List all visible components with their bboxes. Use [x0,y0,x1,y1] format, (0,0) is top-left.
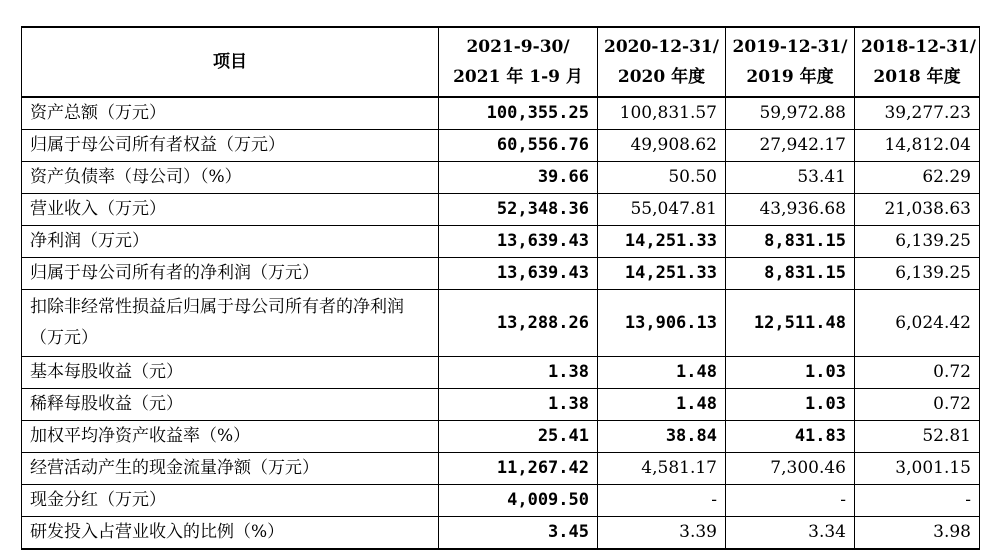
row-label: 研发投入占营业收入的比例（%） [22,517,439,550]
row-label: 基本每股收益（元） [22,357,439,389]
cell-value: 53.41 [726,162,855,194]
cell-value: 59,972.88 [726,97,855,130]
cell-value: 41.83 [726,421,855,453]
table-header-row [22,27,980,97]
cell-value: 8,831.15 [726,226,855,258]
cell-value: 0.72 [855,389,980,421]
cell-value: 52,348.36 [439,194,598,226]
cell-value: 3.34 [726,517,855,550]
cell-value: 7,300.46 [726,453,855,485]
table-row [22,357,980,389]
header-2020-line1: 2020-12-31/ [604,37,719,57]
table-row [22,97,980,130]
header-2019 [726,27,855,97]
row-label: 扣除非经常性损益后归属于母公司所有者的净利润（万元） [22,290,439,357]
row-label: 经营活动产生的现金流量净额（万元） [22,453,439,485]
cell-value: 0.72 [855,357,980,389]
table-row [22,485,980,517]
financial-table-container [21,26,979,550]
cell-value: 6,139.25 [855,226,980,258]
header-2020-line2: 2020 年度 [617,67,706,87]
cell-value: 6,024.42 [855,290,980,357]
table-row [22,130,980,162]
table-row [22,226,980,258]
cell-value: 13,639.43 [439,226,598,258]
header-2021-line1: 2021-9-30/ [466,37,570,57]
row-label: 营业收入（万元） [22,194,439,226]
row-label: 净利润（万元） [22,226,439,258]
cell-value: 25.41 [439,421,598,453]
cell-value: 1.48 [598,389,726,421]
cell-value: 3.45 [439,517,598,550]
cell-value: 55,047.81 [598,194,726,226]
cell-value: 3,001.15 [855,453,980,485]
header-2018 [855,27,980,97]
cell-value: 3.39 [598,517,726,550]
cell-value: 38.84 [598,421,726,453]
cell-value: - [598,485,726,517]
cell-value: 43,936.68 [726,194,855,226]
header-2021 [439,27,598,97]
table-row [22,421,980,453]
header-2018-line1: 2018-12-31/ [861,37,976,57]
cell-value: 1.38 [439,357,598,389]
cell-value: 1.38 [439,389,598,421]
header-2018-line2: 2018 年度 [873,67,961,87]
cell-value: 39.66 [439,162,598,194]
cell-value: 13,288.26 [439,290,598,357]
cell-value: - [726,485,855,517]
cell-value: 13,639.43 [439,258,598,290]
cell-value: 1.48 [598,357,726,389]
cell-value: 8,831.15 [726,258,855,290]
header-item-label: 项目 [213,52,247,72]
table-row [22,389,980,421]
cell-value: 13,906.13 [598,290,726,357]
cell-value: 6,139.25 [855,258,980,290]
financial-summary-table [21,26,980,550]
cell-value: 52.81 [855,421,980,453]
row-label: 现金分红（万元） [22,485,439,517]
row-label: 稀释每股收益（元） [22,389,439,421]
cell-value: - [855,485,980,517]
table-row [22,194,980,226]
table-row [22,453,980,485]
cell-value: 3.98 [855,517,980,550]
header-2021-line2: 2021 年 1-9 月 [453,67,583,87]
header-2020 [598,27,726,97]
cell-value: 14,812.04 [855,130,980,162]
cell-value: 4,581.17 [598,453,726,485]
cell-value: 39,277.23 [855,97,980,130]
cell-value: 11,267.42 [439,453,598,485]
cell-value: 12,511.48 [726,290,855,357]
cell-value: 14,251.33 [598,258,726,290]
table-row [22,162,980,194]
cell-value: 100,355.25 [439,97,598,130]
cell-value: 50.50 [598,162,726,194]
table-row [22,258,980,290]
row-label: 资产总额（万元） [22,97,439,130]
header-2019-line1: 2019-12-31/ [732,37,848,57]
cell-value: 4,009.50 [439,485,598,517]
cell-value: 14,251.33 [598,226,726,258]
row-label: 归属于母公司所有者的净利润（万元） [22,258,439,290]
row-label: 资产负债率（母公司）（%） [22,162,439,194]
cell-value: 100,831.57 [598,97,726,130]
table-row [22,290,980,357]
table-row [22,517,980,550]
header-2019-line2: 2019 年度 [746,67,834,87]
cell-value: 60,556.76 [439,130,598,162]
cell-value: 21,038.63 [855,194,980,226]
cell-value: 1.03 [726,357,855,389]
row-label: 归属于母公司所有者权益（万元） [22,130,439,162]
header-item [22,27,439,97]
cell-value: 49,908.62 [598,130,726,162]
cell-value: 62.29 [855,162,980,194]
row-label: 加权平均净资产收益率（%） [22,421,439,453]
cell-value: 1.03 [726,389,855,421]
cell-value: 27,942.17 [726,130,855,162]
